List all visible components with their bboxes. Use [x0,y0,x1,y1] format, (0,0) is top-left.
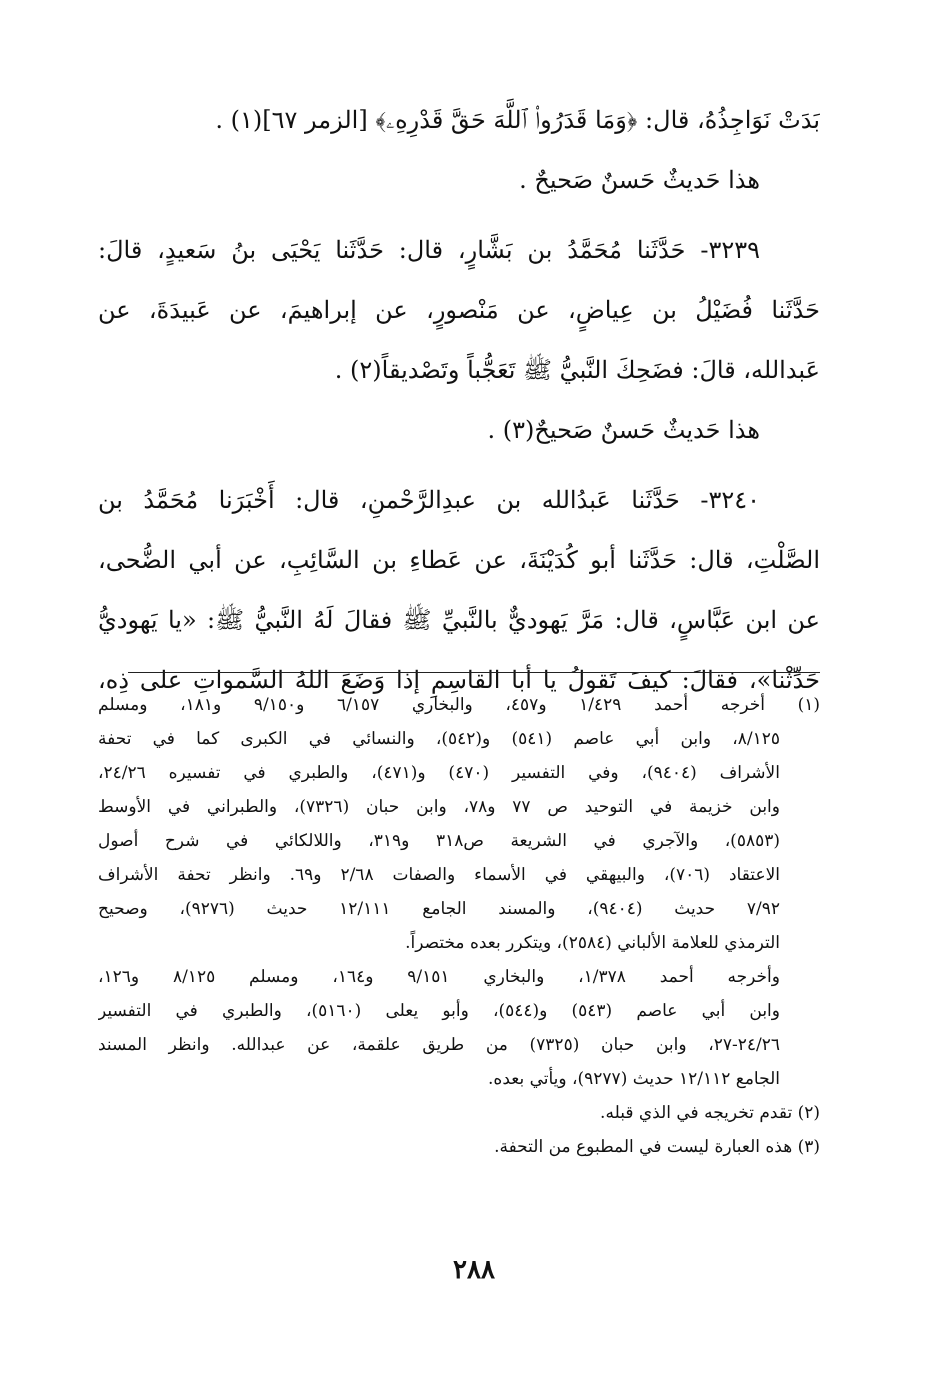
hadith-3240-start: ٣٢٤٠- حَدَّثَنا عَبدُالله بن عبدِالرَّحْمنِ، قال: أَخْبَرَنا مُحَمَّدُ بن [98,486,760,514]
footnote-line: ٨/١٢٥، وابن أبي عاصم (٥٤١) و(٥٤٢)، والنسائي في الكبرى كما في تحفة [98,729,780,749]
hadith-3239-start: ٣٢٣٩- حَدَّثَنا مُحَمَّدُ بن بَشَّارٍ، قال: حَدَّثَنا يَحْيَى بنُ سَعيدٍ، قالَ: [98,236,760,264]
text-line: حَدَّثَنا فُضَيْلُ بن عِياضٍ، عن مَنْصورٍ، عن إبراهيمَ، عن عَبيدَةَ، عن [98,296,820,324]
text-line: الصَّلْتِ، قال: حَدَّثَنا أبو كُدَيْنَةَ، عن عَطاءِ بن السَّائِبِ، عن أبي الضُّحى، [98,546,820,574]
footnote-line: الاعتقاد (٧٠٦)، والبيهقي في الأسماء والصفات ٢/٦٨ و٦٩. وانظر تحفة الأشراف [98,865,781,885]
footnotes [98,688,820,1164]
footnote-line: وابن أبي عاصم (٥٤٣) و(٥٤٤)، وأبو يعلى (٥١٦٠)، والطبري في التفسير [98,1001,780,1021]
text-line: هذا حَديثٌ حَسنٌ صَحيحٌ . [519,166,760,194]
footnote-line: (٥٨٥٣)، والآجري في الشريعة ص٣١٨ و٣١٩، واللالكائي في شرح أصول [98,831,780,851]
footnote-line: وابن خزيمة في التوحيد ص ٧٧ و٧٨، وابن حبان (٧٣٢٦)، والطبراني في الأوسط [98,797,780,817]
text-line: عَبدالله، قالَ: فضَحِكَ النَّبيُّ ﷺ تَعَجُّباً وتَصْديقاً(٢) . [334,356,820,384]
footnote-1-line: (١) أخرجه أحمد ١/٤٢٩ و٤٥٧، والبخاري ٦/١٥٧ و٩/١٥٠ و١٨١، ومسلم [98,695,820,715]
footnote-line: الجامع ١٢/١١٢ حديث (٩٢٧٧)، ويأتي بعده. [488,1069,780,1089]
main-text [98,90,820,710]
footnote-line: ٢٤/٢٦-٢٧، وابن حبان (٧٣٢٥) من طريق علقمة، عن عبدالله. وانظر المسند [98,1035,780,1055]
footnote-line: وأخرجه أحمد ١/٣٧٨، والبخاري ٩/١٥١ و١٦٤، ومسلم ٨/١٢٥ و١٢٦، [98,967,780,987]
text-line: بَدَتْ نَوَاجِذُهُ، قال: ﴿وَمَا قَدَرُوا۟ ٱللَّهَ حَقَّ قَدْرِهِۦ﴾ [الزمر ٦٧](١) . [215,106,820,134]
page-number: ٢٨٨ [453,1255,495,1285]
text-line: حَدِّثْنا»، فقالَ: كيفَ تَقولُ يا أبا القاسِمِ إذا وَضَعَ اللهُ السَّمواتِ على ذِه، [98,666,820,694]
footnote-line: الأشراف (٩٤٠٤)، وفي التفسير (٤٧٠) و(٤٧١)، والطبري في تفسيره ٢٤/٢٦، [98,763,780,783]
footnote-3-line: (٣) هذه العبارة ليست في المطبوع من التحفة. [494,1137,820,1157]
footnote-line: الترمذي للعلامة الألباني (٢٥٨٤)، ويتكرر بعده مختصراً. [405,933,780,953]
footnote-2-line: (٢) تقدم تخريجه في الذي قبله. [600,1103,820,1123]
footnote-line: ٧/٩٢ حديث (٩٤٠٤)، والمسند الجامع ١٢/١١١ حديث (٩٢٧٦)، وصحيح [98,899,780,919]
text-line: عن ابن عَبَّاسٍ، قال: مَرَّ يَهوديٌّ بالنَّبيِّ ﷺ فقالَ لَهُ النَّبيُّ ﷺ: «يا يَهوديُّ [98,606,820,634]
footnote-separator [128,672,820,673]
text-line: هذا حَديثٌ حَسنٌ صَحيحٌ(٣) . [487,416,760,444]
